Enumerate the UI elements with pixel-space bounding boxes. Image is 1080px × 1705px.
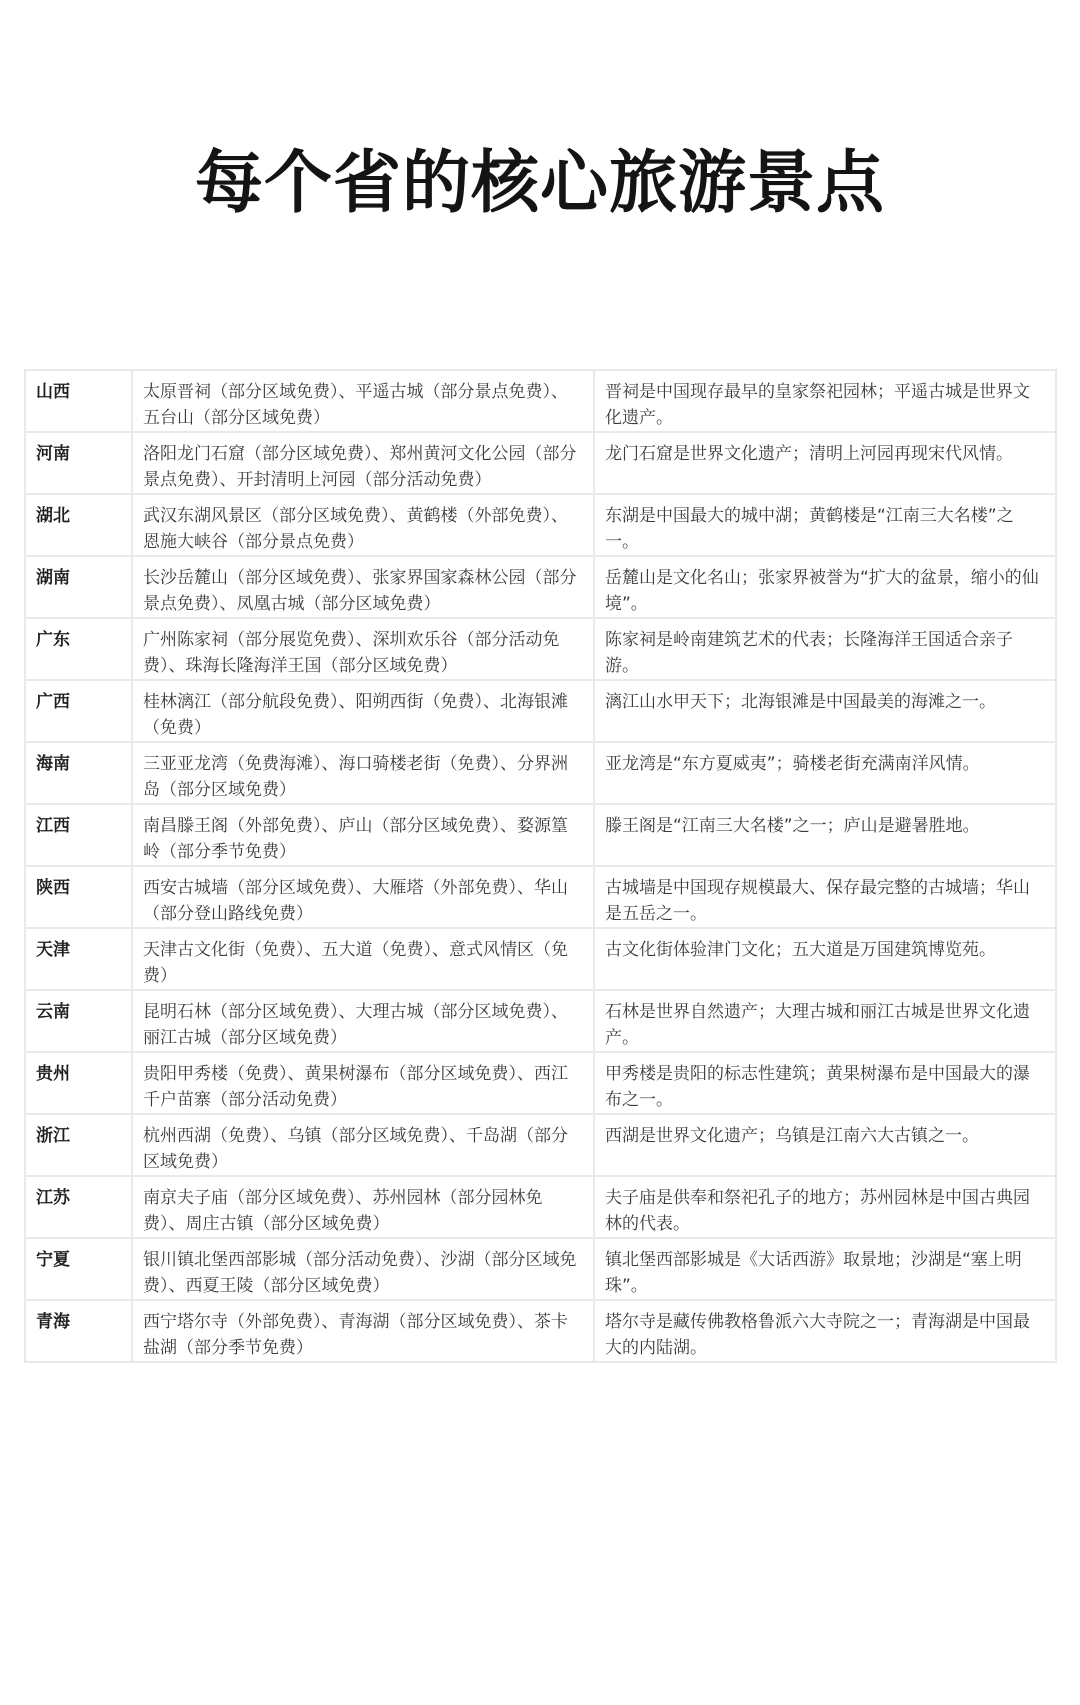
description-cell: 镇北堡西部影城是《大话西游》取景地；沙湖是“塞上明珠”。 (594, 1238, 1056, 1300)
description-cell: 古城墙是中国现存规模最大、保存最完整的古城墙；华山是五岳之一。 (594, 866, 1056, 928)
spots-cell: 贵阳甲秀楼（免费）、黄果树瀑布（部分区域免费）、西江千户苗寨（部分活动免费） (132, 1052, 594, 1114)
spots-cell: 武汉东湖风景区（部分区域免费）、黄鹤楼（外部免费）、恩施大峡谷（部分景点免费） (132, 494, 594, 556)
table-row (25, 1238, 1056, 1300)
spots-cell: 南昌滕王阁（外部免费）、庐山（部分区域免费）、婺源篁岭（部分季节免费） (132, 804, 594, 866)
description-cell: 塔尔寺是藏传佛教格鲁派六大寺院之一；青海湖是中国最大的内陆湖。 (594, 1300, 1056, 1362)
spots-cell: 银川镇北堡西部影城（部分活动免费）、沙湖（部分区域免费）、西夏王陵（部分区域免费） (132, 1238, 594, 1300)
province-cell: 广东 (25, 618, 132, 680)
province-cell: 湖南 (25, 556, 132, 618)
province-cell: 云南 (25, 990, 132, 1052)
description-cell: 漓江山水甲天下；北海银滩是中国最美的海滩之一。 (594, 680, 1056, 742)
description-cell: 古文化街体验津门文化；五大道是万国建筑博览苑。 (594, 928, 1056, 990)
province-cell: 浙江 (25, 1114, 132, 1176)
description-cell: 夫子庙是供奉和祭祀孔子的地方；苏州园林是中国古典园林的代表。 (594, 1176, 1056, 1238)
spots-cell: 杭州西湖（免费）、乌镇（部分区域免费）、千岛湖（部分区域免费） (132, 1114, 594, 1176)
province-cell: 宁夏 (25, 1238, 132, 1300)
province-cell: 广西 (25, 680, 132, 742)
province-cell: 江西 (25, 804, 132, 866)
attractions-table (24, 369, 1057, 1363)
table-row (25, 370, 1056, 432)
province-cell: 山西 (25, 370, 132, 432)
table-row (25, 1114, 1056, 1176)
spots-cell: 西宁塔尔寺（外部免费）、青海湖（部分区域免费）、茶卡盐湖（部分季节免费） (132, 1300, 594, 1362)
description-cell: 西湖是世界文化遗产；乌镇是江南六大古镇之一。 (594, 1114, 1056, 1176)
table-row (25, 1176, 1056, 1238)
description-cell: 晋祠是中国现存最早的皇家祭祀园林；平遥古城是世界文化遗产。 (594, 370, 1056, 432)
province-cell: 海南 (25, 742, 132, 804)
description-cell: 岳麓山是文化名山；张家界被誉为“扩大的盆景，缩小的仙境”。 (594, 556, 1056, 618)
description-cell: 亚龙湾是“东方夏威夷”；骑楼老街充满南洋风情。 (594, 742, 1056, 804)
description-cell: 东湖是中国最大的城中湖；黄鹤楼是“江南三大名楼”之一。 (594, 494, 1056, 556)
table-row (25, 432, 1056, 494)
spots-cell: 三亚亚龙湾（免费海滩）、海口骑楼老街（免费）、分界洲岛（部分区域免费） (132, 742, 594, 804)
province-cell: 河南 (25, 432, 132, 494)
table-row (25, 990, 1056, 1052)
description-cell: 滕王阁是“江南三大名楼”之一；庐山是避暑胜地。 (594, 804, 1056, 866)
spots-cell: 桂林漓江（部分航段免费）、阳朔西街（免费）、北海银滩（免费） (132, 680, 594, 742)
description-cell: 石林是世界自然遗产；大理古城和丽江古城是世界文化遗产。 (594, 990, 1056, 1052)
spots-cell: 南京夫子庙（部分区域免费）、苏州园林（部分园林免费）、周庄古镇（部分区域免费） (132, 1176, 594, 1238)
page-title: 每个省的核心旅游景点 (194, 143, 885, 223)
description-cell: 龙门石窟是世界文化遗产；清明上河园再现宋代风情。 (594, 432, 1056, 494)
spots-cell: 洛阳龙门石窟（部分区域免费）、郑州黄河文化公园（部分景点免费）、开封清明上河园（部分活动免费） (132, 432, 594, 494)
spots-cell: 长沙岳麓山（部分区域免费）、张家界国家森林公园（部分景点免费）、凤凰古城（部分区域免费） (132, 556, 594, 618)
table-row (25, 866, 1056, 928)
table-row (25, 1300, 1056, 1362)
table-row (25, 742, 1056, 804)
table-row (25, 1052, 1056, 1114)
table-row (25, 494, 1056, 556)
table-body (25, 370, 1056, 1362)
province-cell: 陕西 (25, 866, 132, 928)
spots-cell: 西安古城墙（部分区域免费）、大雁塔（外部免费）、华山（部分登山路线免费） (132, 866, 594, 928)
spots-cell: 广州陈家祠（部分展览免费）、深圳欢乐谷（部分活动免费）、珠海长隆海洋王国（部分区域免费） (132, 618, 594, 680)
description-cell: 甲秀楼是贵阳的标志性建筑；黄果树瀑布是中国最大的瀑布之一。 (594, 1052, 1056, 1114)
spots-cell: 天津古文化街（免费）、五大道（免费）、意式风情区（免费） (132, 928, 594, 990)
spots-cell: 太原晋祠（部分区域免费）、平遥古城（部分景点免费）、五台山（部分区域免费） (132, 370, 594, 432)
province-cell: 湖北 (25, 494, 132, 556)
spots-cell: 昆明石林（部分区域免费）、大理古城（部分区域免费）、丽江古城（部分区域免费） (132, 990, 594, 1052)
province-cell: 青海 (25, 1300, 132, 1362)
table-row (25, 618, 1056, 680)
province-cell: 江苏 (25, 1176, 132, 1238)
province-cell: 贵州 (25, 1052, 132, 1114)
table-row (25, 680, 1056, 742)
table-row (25, 804, 1056, 866)
table-row (25, 556, 1056, 618)
table-row (25, 928, 1056, 990)
description-cell: 陈家祠是岭南建筑艺术的代表；长隆海洋王国适合亲子游。 (594, 618, 1056, 680)
province-cell: 天津 (25, 928, 132, 990)
